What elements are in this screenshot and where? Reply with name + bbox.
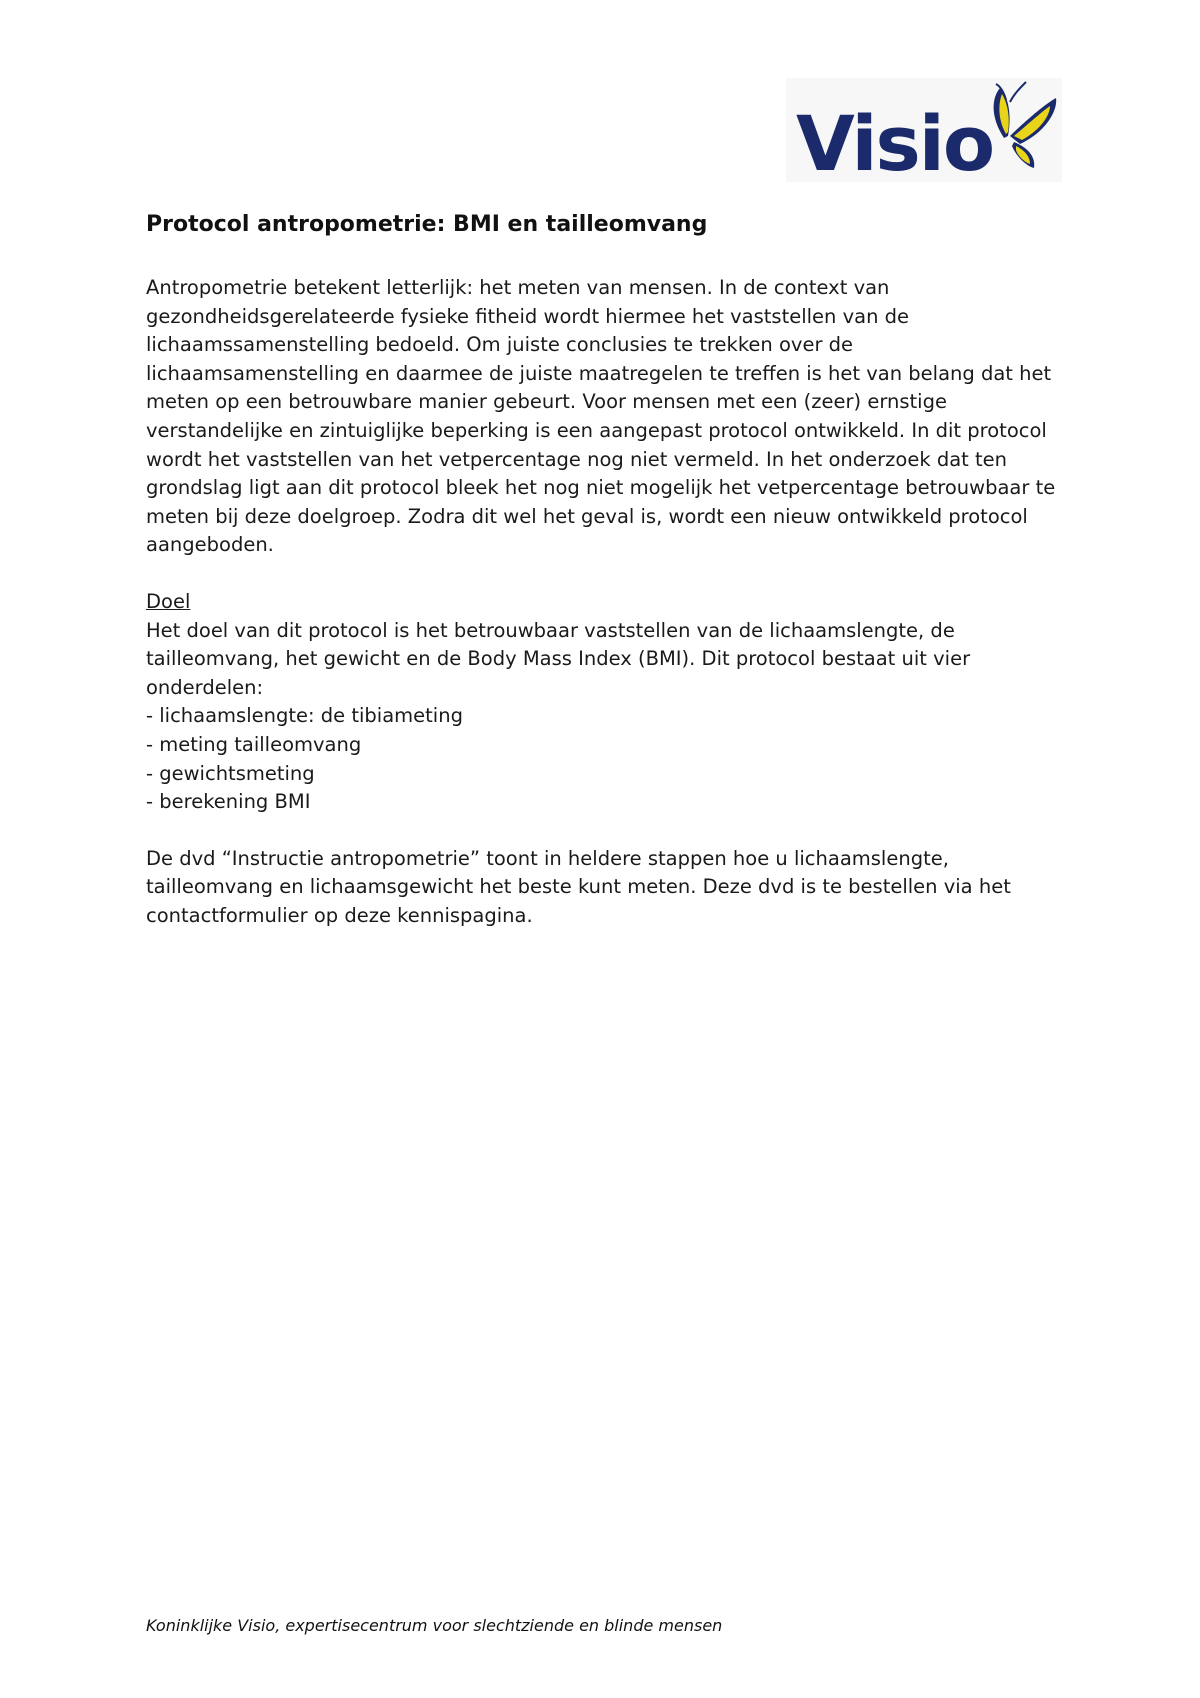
list-item: - meting tailleomvang [146, 732, 362, 756]
visio-logo [786, 78, 1062, 182]
spacer [146, 560, 1066, 588]
logo-wordmark: Visio [796, 99, 994, 182]
goal-paragraph: Het doel van dit protocol is het betrouwbaar vaststellen van de lichaamslengte, de tailleomvang, het gewicht en de Body Mass Index (BMI). Dit protocol bestaat uit vier onderdelen: [146, 618, 971, 699]
list-item: - berekening BMI [146, 790, 311, 814]
goal-heading: Doel [146, 589, 191, 613]
list-item: - gewichtsmeting [146, 761, 315, 785]
dvd-paragraph: De dvd “Instructie antropometrie” toont in heldere stappen hoe u lichaamslengte, tailleomvang en lichaamsgewicht het beste kunt meten. Deze dvd is te bestellen via het contactformulier op deze kennispagina. [146, 846, 1011, 927]
page-footer: Koninklijke Visio, expertisecentrum voor slechtziende en blinde mensen [146, 1616, 723, 1635]
list-item: - lichaamslengte: de tibiameting [146, 704, 463, 728]
document-title: Protocol antropometrie: BMI en tailleomvang [146, 212, 708, 237]
parts-list [146, 702, 1066, 816]
intro-paragraph: Antropometrie betekent letterlijk: het meten van mensen. In de context van gezondheidsgerelateerde fysieke fitheid wordt hiermee het vaststellen van de lichaamssamenstelling bedoeld. Om juiste conclusies te trekken over de lichaamsamenstelling en daarmee de juiste maatregelen te treffen is het van belang dat het meten op een betrouwbare manier gebeurt. Voor mensen met een (zeer) ernstige verstandelijke en zintuiglijke beperking is een aangepast protocol ontwikkeld. In dit protocol wordt het vaststellen van het vetpercentage nog niet vermeld. In het onderzoek dat ten grondslag ligt aan dit protocol bleek het nog niet mogelijk het vetpercentage betrouwbaar te meten bij deze doelgroep. Zodra dit wel het geval is, wordt een nieuw ontwikkeld protocol aangeboden. [146, 276, 1056, 557]
document-body [146, 210, 1066, 930]
spacer [146, 817, 1066, 845]
